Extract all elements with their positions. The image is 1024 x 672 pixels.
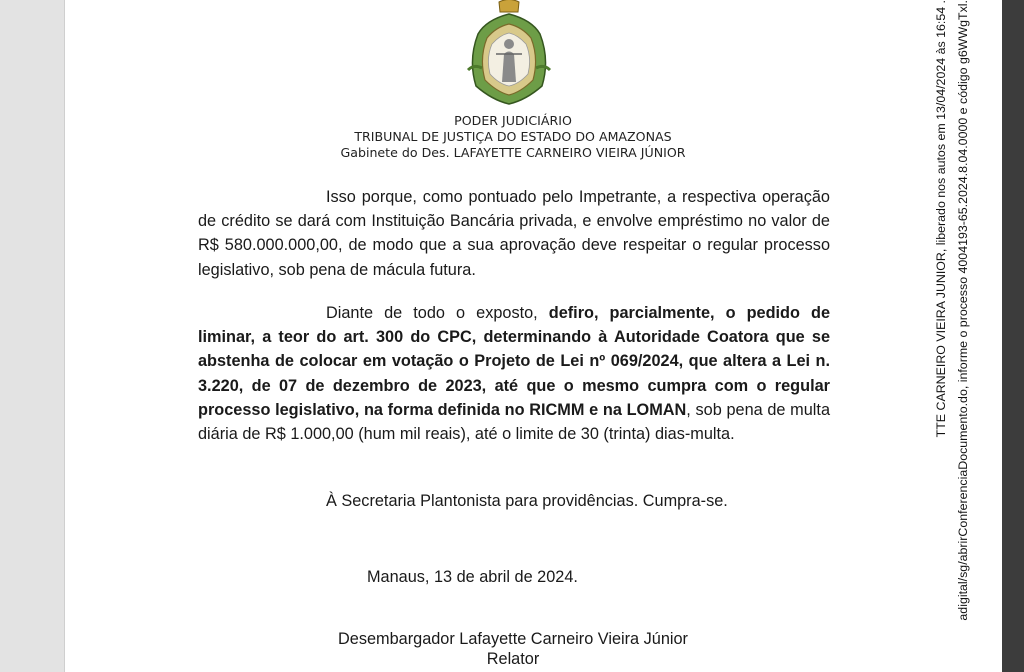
header-tribunal: TRIBUNAL DE JUSTIÇA DO ESTADO DO AMAZONAS <box>354 129 672 144</box>
viewer-scrollbar[interactable] <box>1002 0 1024 672</box>
stamp-line-verification: adigital/sg/abrirConferenciaDocumento.do, informe o processo 4004193-65.2024.8.04.0000 e código g6WWgTxl. <box>956 0 970 621</box>
place-date: Manaus, 13 de abril de 2024. <box>367 568 578 586</box>
header-gabinete: Gabinete do Des. LAFAYETTE CARNEIRO VIEIRA JÚNIOR <box>340 145 686 160</box>
header-poder-judiciario: PODER JUDICIÁRIO <box>454 113 572 128</box>
decision-intro: Diante de todo o exposto, <box>326 304 549 322</box>
decision-penalty: , sob pena de multa diária de R$ 1.000,00 (hum mil reais), até o limite de 30 (trinta) dias-multa. <box>198 400 830 444</box>
paragraph-secretaria: À Secretaria Plantonista para providências. Cumpra-se. <box>326 492 728 510</box>
signature-name: Desembargador Lafayette Carneiro Vieira Júnior <box>338 630 688 648</box>
signature-role: Relator <box>486 650 540 668</box>
paragraph-decision <box>198 301 830 446</box>
viewer-left-margin <box>0 0 65 672</box>
paragraph-reasoning: Isso porque, como pontuado pelo Impetrante, a respectiva operação de crédito se dará com Instituição Bancária privada, e envolve empréstimo no valor de R$ 580.000.000,00, de modo que a sua aprovação deve respeitar o regular processo legislativo, sob pena de mácula futura. <box>198 188 830 279</box>
document-header <box>220 113 806 161</box>
court-coat-of-arms-icon <box>466 0 552 108</box>
digital-signature-stamp <box>919 0 1001 672</box>
decision-bold-ruling: defiro, parcialmente, o pedido de liminar, a teor do art. 300 do CPC, determinando à Autoridade Coatora que se abstenha de colocar em votação o Projeto de Lei nº 069/2024, que altera a Lei n. 3.220, de 07 de dezembro de 2023, até que o mesmo cumpra com o regular processo legislativo, na forma definida no RICMM e na LOMAN <box>198 304 830 419</box>
signature-block <box>220 629 806 669</box>
stamp-line-signed: TTE CARNEIRO VIEIRA JUNIOR, liberado nos autos em 13/04/2024 às 16:54 . <box>934 0 948 438</box>
